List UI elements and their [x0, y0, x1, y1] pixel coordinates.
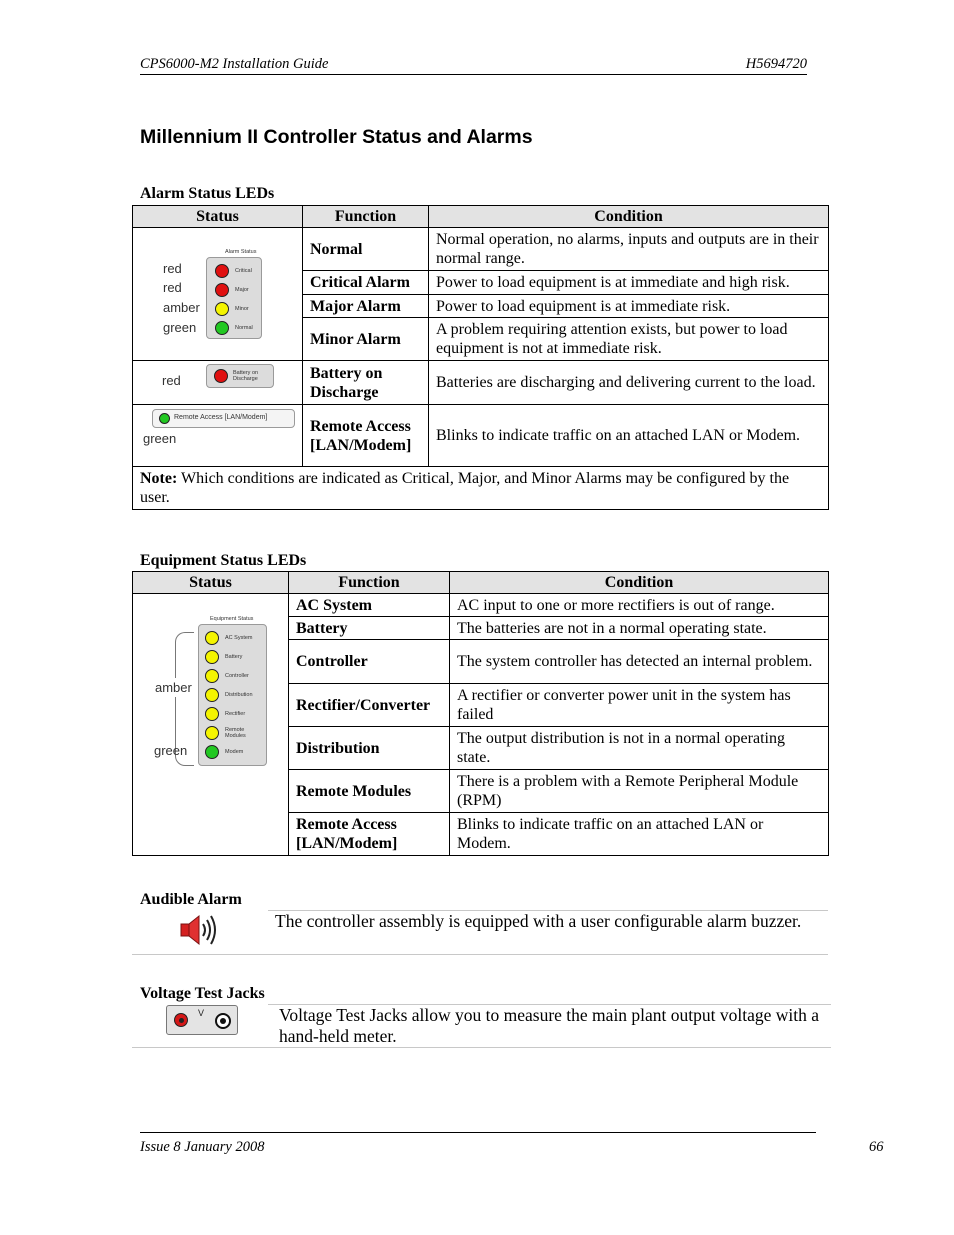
voltage-jacks-text: Voltage Test Jacks allow you to measure the main plant output voltage with a hand-held meter.	[279, 1005, 820, 1046]
distribution-led-icon	[205, 688, 219, 702]
remote-modules-led-icon	[205, 726, 219, 740]
equipment-panel-title: Equipment Status	[210, 616, 254, 622]
section-divider	[132, 1047, 831, 1048]
led-label: Rectifier	[225, 711, 246, 717]
audible-alarm-text: The controller assembly is equipped with a user configurable alarm buzzer.	[275, 911, 802, 931]
equipment-status-panel-cell	[133, 594, 289, 856]
modem-led-icon	[205, 745, 219, 759]
led-label: Minor	[235, 306, 249, 312]
led-label: Critical	[235, 268, 252, 274]
equipment-condition-remote-modules: There is a problem with a Remote Peripheral Module (RPM)	[450, 770, 829, 813]
equipment-condition-ac-system: AC input to one or more rectifiers is out of range.	[450, 594, 829, 617]
equipment-function-distribution: Distribution	[289, 727, 450, 770]
alarm-condition-minor: A problem requiring attention exists, but power to load equipment is not at immediate risk.	[429, 318, 829, 361]
equipment-header-status: Status	[133, 572, 289, 594]
alarm-function-battery-discharge: Battery on Discharge	[303, 361, 429, 405]
red-jack-icon	[174, 1013, 188, 1027]
remote-access-led-panel	[152, 409, 295, 428]
speaker-icon	[178, 912, 220, 948]
led-label: Distribution	[225, 692, 253, 698]
footer-rule	[140, 1132, 816, 1133]
alarm-status-table	[132, 205, 829, 510]
controller-led-icon	[205, 669, 219, 683]
alarm-panel-title: Alarm Status	[225, 249, 257, 255]
alarm-led-panel	[206, 257, 262, 339]
alarm-function-normal: Normal	[303, 228, 429, 271]
alarm-condition-battery-discharge: Batteries are discharging and delivering current to the load.	[429, 361, 829, 405]
alarm-function-critical: Critical Alarm	[303, 271, 429, 295]
led-color-label: red	[163, 261, 182, 276]
note-text: Which conditions are indicated as Critical, Major, and Minor Alarms may be configured by the user.	[140, 470, 790, 506]
equipment-condition-rectifier: A rectifier or converter power unit in the system has failed	[450, 684, 829, 727]
equipment-function-controller: Controller	[289, 640, 450, 684]
alarm-function-remote-access: Remote Access [LAN/Modem]	[303, 405, 429, 467]
section-divider	[132, 954, 828, 955]
led-color-label: amber	[155, 680, 192, 695]
led-label: Remote Modules	[225, 727, 246, 739]
remote-access-panel-cell	[133, 405, 303, 467]
alarm-header-condition: Condition	[429, 206, 829, 228]
led-color-label: green	[154, 743, 188, 758]
alarm-table-note	[133, 467, 829, 510]
alarm-condition-major: Power to load equipment is at immediate risk.	[429, 295, 829, 318]
led-label: Battery on Discharge	[233, 370, 259, 382]
rectifier-led-icon	[205, 707, 219, 721]
remote-access-led-icon	[159, 413, 170, 424]
equipment-status-table	[132, 571, 829, 856]
voltage-jack-icon	[166, 1005, 238, 1035]
equipment-function-rectifier: Rectifier/Converter	[289, 684, 450, 727]
page-title: Millennium II Controller Status and Alarms	[140, 126, 533, 148]
equipment-function-remote-access: Remote Access [LAN/Modem]	[289, 813, 450, 856]
major-led-icon	[215, 283, 229, 297]
led-label: Battery	[225, 654, 243, 660]
ac-system-led-icon	[205, 631, 219, 645]
led-label: Controller	[225, 673, 249, 679]
equipment-header-function: Function	[289, 572, 450, 594]
equipment-table-caption: Equipment Status LEDs	[140, 552, 307, 569]
equipment-function-ac-system: AC System	[289, 594, 450, 617]
alarm-function-major: Major Alarm	[303, 295, 429, 318]
equipment-function-remote-modules: Remote Modules	[289, 770, 450, 813]
equipment-condition-distribution: The output distribution is not in a normal operating state.	[450, 727, 829, 770]
led-color-label: green	[143, 431, 177, 446]
jack-label: V	[198, 1008, 205, 1018]
minor-led-icon	[215, 302, 229, 316]
audible-alarm-caption: Audible Alarm	[140, 891, 242, 908]
footer-issue: Issue 8 January 2008	[140, 1139, 265, 1155]
alarm-status-panel-cell	[133, 228, 303, 361]
led-label: Normal	[235, 325, 253, 331]
alarm-condition-normal: Normal operation, no alarms, inputs and outputs are in their normal range.	[429, 228, 829, 271]
header-doc-title: CPS6000-M2 Installation Guide	[140, 56, 329, 72]
led-color-label: green	[163, 320, 197, 335]
equipment-condition-battery: The batteries are not in a normal operating state.	[450, 617, 829, 640]
page-number: 66	[869, 1139, 884, 1155]
battery-led-panel	[206, 364, 274, 388]
equipment-led-panel	[198, 624, 267, 766]
led-color-label: amber	[163, 300, 200, 315]
page-header	[140, 56, 807, 75]
alarm-header-function: Function	[303, 206, 429, 228]
alarm-condition-remote-access: Blinks to indicate traffic on an attached LAN or Modem.	[429, 405, 829, 467]
led-label: AC System	[225, 635, 253, 641]
equipment-condition-remote-access: Blinks to indicate traffic on an attached LAN or Modem.	[450, 813, 829, 856]
equipment-condition-controller: The system controller has detected an internal problem.	[450, 640, 829, 684]
equipment-header-condition: Condition	[450, 572, 829, 594]
voltage-jacks-caption: Voltage Test Jacks	[140, 985, 265, 1002]
note-label: Note:	[140, 470, 178, 487]
led-color-label: red	[162, 373, 181, 388]
alarm-function-minor: Minor Alarm	[303, 318, 429, 361]
normal-led-icon	[215, 321, 229, 335]
equipment-function-battery: Battery	[289, 617, 450, 640]
alarm-header-status: Status	[133, 206, 303, 228]
led-color-label: red	[163, 280, 182, 295]
alarm-table-caption: Alarm Status LEDs	[140, 185, 275, 202]
header-doc-number: H5694720	[745, 56, 807, 72]
led-label: Modem	[225, 749, 244, 755]
led-label: Major	[235, 287, 249, 293]
battery-discharge-led-icon	[214, 369, 228, 383]
critical-led-icon	[215, 264, 229, 278]
alarm-condition-critical: Power to load equipment is at immediate and high risk.	[429, 271, 829, 295]
led-label: Remote Access [LAN/Modem]	[174, 414, 268, 421]
battery-status-panel-cell	[133, 361, 303, 405]
black-jack-icon	[215, 1013, 231, 1029]
battery-led-icon	[205, 650, 219, 664]
